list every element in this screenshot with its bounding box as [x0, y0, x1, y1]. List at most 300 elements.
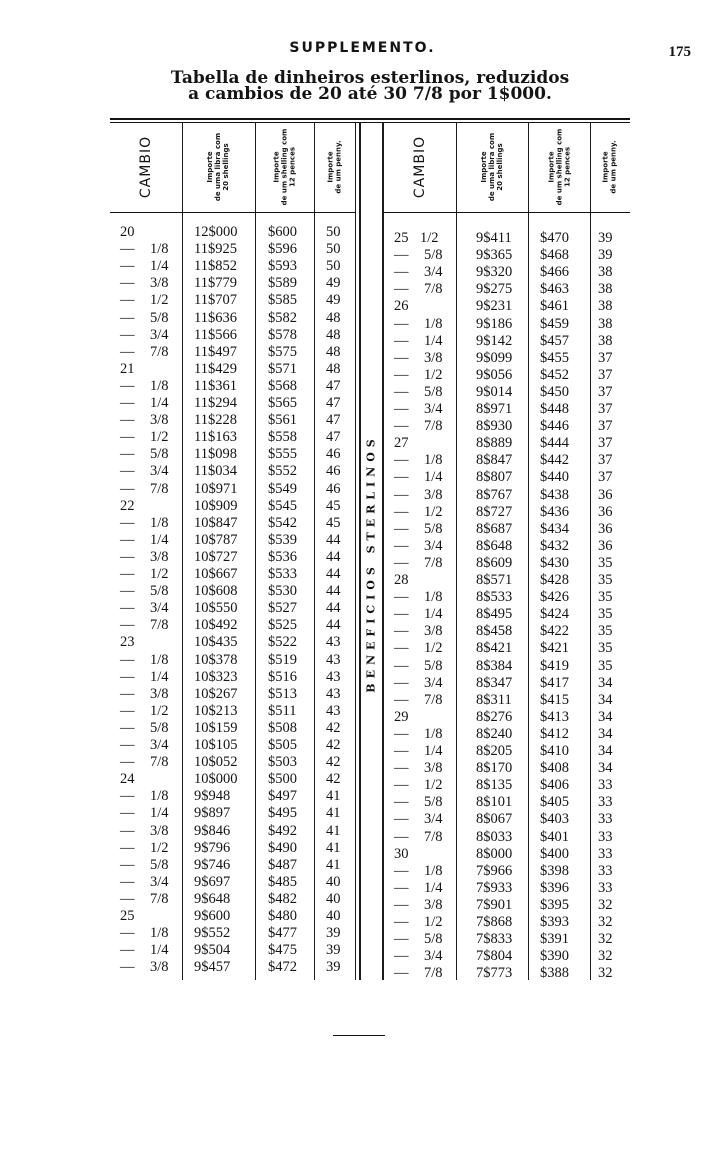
table-row	[384, 264, 630, 281]
cambio-fraction: 1/4	[424, 879, 443, 896]
penny-value: 40	[326, 873, 341, 890]
libra-value: 10$213	[194, 702, 238, 719]
cambio-fraction: 5/8	[424, 794, 443, 811]
penny-value: 34	[598, 725, 613, 742]
cambio-whole: 30	[394, 845, 409, 862]
shelling-value: $571	[268, 360, 297, 377]
libra-value: 8$101	[476, 794, 513, 811]
shelling-value: $395	[540, 896, 569, 913]
table-row	[384, 572, 630, 589]
ditto-dash: —	[394, 554, 409, 571]
ditto-dash: —	[394, 589, 409, 606]
ditto-dash: —	[120, 617, 135, 634]
libra-value: 9$600	[194, 908, 231, 924]
table-row	[384, 640, 630, 657]
libra-value: 8$571	[476, 572, 513, 588]
table-row	[110, 669, 356, 686]
table-row	[110, 925, 356, 942]
libra-value: 8$648	[476, 537, 513, 554]
penny-value: 44	[326, 566, 341, 582]
shelling-value: $495	[268, 805, 297, 822]
table-row	[384, 589, 630, 606]
ditto-dash: —	[394, 366, 409, 383]
shelling-value: $492	[268, 822, 297, 839]
penny-value: 41	[326, 856, 341, 873]
penny-value: 46	[326, 446, 341, 463]
table-row	[384, 726, 630, 743]
shelling-value: $530	[268, 583, 297, 600]
table-row	[384, 452, 630, 469]
penny-value: 38	[598, 298, 613, 315]
shelling-value: $513	[268, 685, 297, 702]
penny-value: 33	[598, 811, 613, 828]
shelling-value: $388	[540, 965, 569, 982]
libra-value: 9$552	[194, 925, 231, 942]
shelling-value: $536	[268, 548, 297, 565]
cambio-fraction: 3/8	[424, 623, 443, 640]
ditto-dash: —	[394, 914, 409, 930]
libra-value: 12$000	[194, 224, 238, 240]
libra-value: 10$000	[194, 771, 238, 788]
libra-value: 9$457	[194, 959, 231, 976]
penny-value: 35	[598, 623, 613, 640]
penny-value: 48	[326, 360, 341, 377]
title-line-2: a cambios de 20 até 30 7/8 por 1$000.	[188, 84, 552, 104]
cambio-whole: 21	[120, 360, 135, 377]
penny-value: 32	[598, 914, 613, 930]
shelling-value: $436	[540, 503, 569, 520]
shelling-value: $455	[540, 349, 569, 366]
shelling-value: $549	[268, 480, 297, 497]
shelling-value: $405	[540, 794, 569, 811]
ditto-dash: —	[120, 873, 135, 890]
penny-value: 35	[598, 606, 613, 623]
libra-value: 9$504	[194, 942, 231, 959]
penny-value: 33	[598, 879, 613, 896]
table-row	[384, 914, 630, 931]
table-row	[384, 863, 630, 880]
shelling-value: $525	[268, 617, 297, 634]
cambio-whole: 25	[120, 908, 135, 924]
libra-value: 9$142	[476, 332, 513, 349]
cambio-fraction: 7/8	[150, 343, 169, 360]
cambio-fraction: 7/8	[424, 418, 443, 435]
header-underline-left	[110, 212, 356, 213]
table-row	[110, 720, 356, 737]
header-penny-right: Importe de um penny.	[602, 140, 618, 194]
shelling-value: $457	[540, 332, 569, 349]
cambio-fraction: 3/4	[424, 948, 443, 965]
shelling-value: $533	[268, 566, 297, 582]
libra-value: 8$033	[476, 828, 513, 845]
libra-value: 9$099	[476, 349, 513, 366]
table-row	[110, 498, 356, 515]
table-row	[384, 316, 630, 333]
shelling-value: $575	[268, 343, 297, 360]
ditto-dash: —	[120, 258, 135, 275]
table-row	[110, 258, 356, 275]
ditto-dash: —	[120, 754, 135, 771]
cambio-fraction: 3/8	[424, 760, 443, 777]
penny-value: 43	[326, 634, 341, 651]
cambio-fraction: 3/4	[424, 401, 443, 417]
cambio-fraction: 1/2	[424, 914, 443, 930]
shelling-value: $438	[540, 486, 569, 503]
libra-value: 8$311	[476, 691, 512, 708]
table-row	[384, 333, 630, 350]
ditto-dash: —	[394, 247, 409, 264]
ditto-dash: —	[394, 332, 409, 349]
penny-value: 37	[598, 469, 613, 486]
ditto-dash: —	[120, 514, 135, 531]
cambio-fraction: 1/4	[150, 258, 169, 275]
table-row	[110, 361, 356, 378]
ditto-dash: —	[394, 691, 409, 708]
shelling-value: $401	[540, 828, 569, 845]
ditto-dash: —	[394, 760, 409, 777]
shelling-value: $555	[268, 446, 297, 463]
shelling-value: $424	[540, 606, 569, 623]
libra-value: 8$807	[476, 469, 513, 486]
libra-value: 10$971	[194, 480, 238, 497]
ditto-dash: —	[394, 674, 409, 691]
libra-value: 11$228	[194, 412, 237, 429]
table-row	[384, 606, 630, 623]
ditto-dash: —	[120, 292, 135, 309]
cambio-fraction: 1/4	[424, 743, 443, 759]
ditto-dash: —	[394, 931, 409, 948]
table-row	[384, 760, 630, 777]
table-row	[384, 675, 630, 692]
penny-value: 39	[326, 925, 341, 942]
cambio-fraction: 3/8	[150, 412, 169, 429]
penny-value: 38	[598, 315, 613, 332]
penny-value: 50	[326, 241, 341, 258]
penny-value: 38	[598, 332, 613, 349]
libra-value: 8$727	[476, 503, 513, 520]
penny-value: 47	[326, 412, 341, 429]
ditto-dash: —	[394, 264, 409, 281]
cambio-fraction: 1/2	[150, 839, 169, 856]
penny-value: 42	[326, 771, 341, 788]
penny-value: 37	[598, 383, 613, 400]
libra-value: 9$014	[476, 383, 513, 400]
cambio-fraction: 1/2	[150, 429, 169, 446]
shelling-value: $490	[268, 839, 297, 856]
cambio-fraction: 1/2	[424, 640, 443, 657]
libra-value: 10$323	[194, 668, 238, 685]
ditto-dash: —	[120, 805, 135, 822]
cambio-fraction: 1/4	[424, 606, 443, 623]
header-cambio-left: CAMBIO	[138, 135, 154, 199]
table-row	[384, 709, 630, 726]
penny-value: 44	[326, 583, 341, 600]
table-row	[110, 241, 356, 258]
table-row	[384, 777, 630, 794]
libra-value: 11$636	[194, 309, 237, 326]
ditto-dash: —	[394, 896, 409, 913]
table-row	[384, 521, 630, 538]
table-row	[384, 247, 630, 264]
table-row	[384, 794, 630, 811]
shelling-value: $527	[268, 600, 297, 617]
shelling-value: $450	[540, 383, 569, 400]
shelling-value: $565	[268, 395, 297, 411]
cambio-fraction: 1/2	[420, 230, 439, 246]
shelling-value: $500	[268, 771, 297, 788]
table-row	[384, 948, 630, 965]
cambio-fraction: 1/8	[150, 788, 169, 805]
penny-value: 35	[598, 640, 613, 657]
libra-value: 8$276	[476, 708, 513, 725]
penny-value: 44	[326, 617, 341, 634]
table-row	[110, 652, 356, 669]
cambio-fraction: 1/2	[424, 366, 443, 383]
libra-value: 9$231	[476, 298, 513, 315]
side-label: BENEFICIOS STERLINOS	[365, 433, 379, 693]
table-row	[110, 327, 356, 344]
table-row	[110, 788, 356, 805]
cambio-fraction: 1/8	[424, 452, 443, 469]
libra-value: 7$933	[476, 879, 513, 896]
ditto-dash: —	[120, 822, 135, 839]
ditto-dash: —	[120, 275, 135, 292]
libra-value: 9$897	[194, 805, 231, 822]
libra-value: 9$746	[194, 856, 231, 873]
shelling-value: $519	[268, 651, 297, 668]
cambio-fraction: 5/8	[150, 856, 169, 873]
cambio-fraction: 3/4	[150, 463, 169, 480]
libra-value: 10$727	[194, 548, 238, 565]
shelling-value: $545	[268, 497, 297, 514]
table-row	[110, 446, 356, 463]
libra-value: 9$056	[476, 366, 513, 383]
ditto-dash: —	[394, 743, 409, 759]
libra-value: 10$105	[194, 737, 238, 753]
ditto-dash: —	[394, 725, 409, 742]
ditto-dash: —	[394, 315, 409, 332]
penny-value: 35	[598, 572, 613, 588]
penny-value: 46	[326, 480, 341, 497]
penny-value: 50	[326, 224, 341, 240]
shelling-value: $596	[268, 241, 297, 258]
libra-value: 8$170	[476, 760, 513, 777]
ditto-dash: —	[394, 965, 409, 982]
shelling-value: $568	[268, 377, 297, 394]
penny-value: 37	[598, 452, 613, 469]
ditto-dash: —	[394, 606, 409, 623]
ditto-dash: —	[120, 309, 135, 326]
penny-value: 38	[598, 281, 613, 298]
libra-value: 7$773	[476, 965, 513, 982]
table-row	[384, 623, 630, 640]
libra-value: 10$909	[194, 497, 238, 514]
cambio-fraction: 1/8	[150, 377, 169, 394]
cambio-fraction: 1/8	[150, 241, 169, 258]
table-row	[110, 908, 356, 925]
shelling-value: $422	[540, 623, 569, 640]
ditto-dash: —	[120, 583, 135, 600]
shelling-value: $391	[540, 931, 569, 948]
table-row	[110, 275, 356, 292]
shelling-value: $522	[268, 634, 297, 651]
ditto-dash: —	[394, 811, 409, 828]
penny-value: 35	[598, 657, 613, 674]
libra-value: 10$667	[194, 566, 238, 582]
penny-value: 44	[326, 600, 341, 617]
exchange-table	[110, 118, 630, 980]
cambio-whole: 20	[120, 224, 135, 240]
header-libra-right: Importe de uma libra com 20 shellings	[480, 132, 504, 202]
shelling-value: $421	[540, 640, 569, 657]
shelling-value: $482	[268, 890, 297, 907]
penny-value: 48	[326, 326, 341, 343]
shelling-value: $459	[540, 315, 569, 332]
table-row	[384, 230, 630, 247]
shelling-value: $539	[268, 531, 297, 548]
table-row	[384, 846, 630, 863]
penny-value: 37	[598, 349, 613, 366]
cambio-fraction: 3/4	[150, 326, 169, 343]
libra-value: 7$868	[476, 914, 513, 930]
penny-value: 36	[598, 520, 613, 537]
table-row	[384, 658, 630, 675]
libra-value: 8$000	[476, 845, 513, 862]
libra-value: 9$948	[194, 788, 231, 805]
ditto-dash: —	[120, 788, 135, 805]
shelling-value: $403	[540, 811, 569, 828]
ditto-dash: —	[120, 446, 135, 463]
shelling-value: $393	[540, 914, 569, 930]
shelling-value: $578	[268, 326, 297, 343]
table-row	[110, 857, 356, 874]
ditto-dash: —	[394, 537, 409, 554]
ditto-dash: —	[120, 326, 135, 343]
libra-value: 8$421	[476, 640, 513, 657]
penny-value: 36	[598, 537, 613, 554]
penny-value: 32	[598, 948, 613, 965]
libra-value: 9$796	[194, 839, 231, 856]
penny-value: 40	[326, 908, 341, 924]
cambio-fraction: 1/4	[150, 531, 169, 548]
cambio-fraction: 1/8	[150, 651, 169, 668]
shelling-value: $477	[268, 925, 297, 942]
shelling-value: $582	[268, 309, 297, 326]
table-row	[110, 891, 356, 908]
libra-value: 11$779	[194, 275, 237, 292]
penny-value: 42	[326, 754, 341, 771]
shelling-value: $406	[540, 777, 569, 794]
ditto-dash: —	[120, 890, 135, 907]
cambio-fraction: 3/8	[150, 822, 169, 839]
libra-value: 8$971	[476, 401, 513, 417]
penny-value: 49	[326, 292, 341, 309]
shelling-value: $415	[540, 691, 569, 708]
shelling-value: $505	[268, 737, 297, 753]
table-row	[110, 463, 356, 480]
table-row	[384, 384, 630, 401]
cambio-fraction: 1/4	[150, 395, 169, 411]
cambio-fraction: 7/8	[424, 281, 443, 298]
libra-value: 8$347	[476, 674, 513, 691]
cambio-fraction: 1/8	[424, 725, 443, 742]
cambio-fraction: 7/8	[150, 617, 169, 634]
cambio-fraction: 7/8	[424, 828, 443, 845]
penny-value: 37	[598, 366, 613, 383]
penny-value: 43	[326, 702, 341, 719]
shelling-value: $508	[268, 719, 297, 736]
table-title	[100, 70, 640, 102]
penny-value: 38	[598, 264, 613, 281]
shelling-value: $448	[540, 401, 569, 417]
cambio-fraction: 1/8	[424, 862, 443, 879]
penny-value: 35	[598, 554, 613, 571]
page-number: 175	[668, 44, 691, 60]
libra-value: 10$847	[194, 514, 238, 531]
libra-value: 9$411	[476, 230, 512, 246]
penny-value: 43	[326, 651, 341, 668]
cambio-fraction: 7/8	[424, 554, 443, 571]
table-row	[384, 367, 630, 384]
libra-value: 8$609	[476, 554, 513, 571]
cambio-fraction: 5/8	[424, 657, 443, 674]
libra-value: 11$566	[194, 326, 237, 343]
cambio-fraction: 5/8	[150, 719, 169, 736]
table-row	[110, 600, 356, 617]
libra-value: 8$135	[476, 777, 513, 794]
header-shelling-right: Importe de um shelling com 12 pences	[547, 128, 572, 206]
ditto-dash: —	[120, 377, 135, 394]
ditto-dash: —	[120, 685, 135, 702]
shelling-value: $419	[540, 657, 569, 674]
penny-value: 33	[598, 862, 613, 879]
footer-rule	[333, 1035, 385, 1036]
shelling-value: $468	[540, 247, 569, 264]
libra-value: 10$492	[194, 617, 238, 634]
cambio-fraction: 1/2	[424, 777, 443, 794]
table-row	[110, 874, 356, 891]
penny-value: 41	[326, 805, 341, 822]
ditto-dash: —	[120, 856, 135, 873]
libra-value: 10$378	[194, 651, 238, 668]
penny-value: 47	[326, 429, 341, 446]
table-row	[110, 805, 356, 822]
penny-value: 32	[598, 931, 613, 948]
shelling-value: $475	[268, 942, 297, 959]
penny-value: 43	[326, 685, 341, 702]
shelling-value: $487	[268, 856, 297, 873]
penny-value: 33	[598, 794, 613, 811]
ditto-dash: —	[120, 343, 135, 360]
shelling-value: $585	[268, 292, 297, 309]
ditto-dash: —	[394, 452, 409, 469]
libra-value: 8$687	[476, 520, 513, 537]
shelling-value: $413	[540, 708, 569, 725]
libra-value: 10$608	[194, 583, 238, 600]
header-libra-left: Importe de uma libra com 20 shellings	[206, 132, 231, 202]
libra-value: 8$205	[476, 743, 513, 759]
libra-value: 8$458	[476, 623, 513, 640]
libra-value: 11$429	[194, 360, 237, 377]
libra-value: 8$240	[476, 725, 513, 742]
cambio-fraction: 3/8	[150, 548, 169, 565]
ditto-dash: —	[120, 429, 135, 446]
ditto-dash: —	[120, 942, 135, 959]
table-row	[110, 481, 356, 498]
shelling-value: $511	[268, 702, 297, 719]
cambio-fraction: 7/8	[150, 480, 169, 497]
ditto-dash: —	[394, 503, 409, 520]
